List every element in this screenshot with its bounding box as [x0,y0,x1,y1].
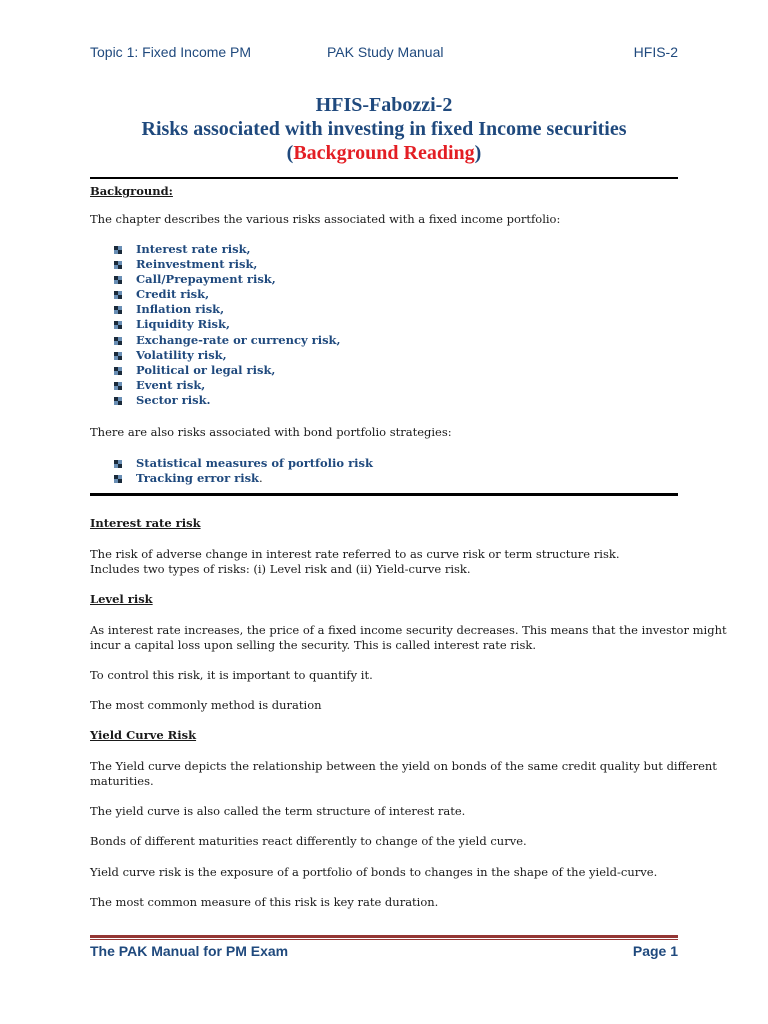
yield-curve-risk-p5: The most common measure of this risk is key rate duration. [90,895,439,909]
square-bullet-icon [114,397,122,405]
yield-curve-risk-p1b: maturities. [90,774,154,788]
square-bullet-icon [114,382,122,390]
title-divider [90,177,678,179]
list-item: Interest rate risk, [112,242,341,257]
background-reading-label: Background Reading [293,142,475,164]
level-risk-p1b: incur a capital loss upon selling the security. This is called interest rate risk. [90,638,536,652]
interest-rate-risk-p2: Includes two types of risks: (i) Level risk and (ii) Yield-curve risk. [90,562,471,576]
level-risk-p1a: As interest rate increases, the price of a fixed income security decreases. This means that the investor might [90,623,727,637]
yield-curve-risk-p1a: The Yield curve depicts the relationship between the yield on bonds of the same credit quality but different [90,759,717,773]
square-bullet-icon [114,291,122,299]
interest-rate-risk-p1: The risk of adverse change in interest rate referred to as curve risk or term structure risk. [90,547,620,561]
list-item: Volatility risk, [112,348,341,363]
list-item: Sector risk. [112,393,341,408]
square-bullet-icon [114,306,122,314]
page-header [90,44,678,64]
header-code: HFIS-2 [633,44,678,60]
square-bullet-icon [114,460,122,468]
page-footer [90,943,678,963]
footer-rule-thick [90,935,678,938]
list-item: Credit risk, [112,287,341,302]
square-bullet-icon [114,337,122,345]
yield-curve-risk-p4: Yield curve risk is the exposure of a portfolio of bonds to changes in the shape of the yield-curve. [90,865,658,879]
level-risk-p2: To control this risk, it is important to quantify it. [90,668,373,682]
square-bullet-icon [114,475,122,483]
header-topic: Topic 1: Fixed Income PM [90,44,252,60]
footer-rule-thin [90,939,678,940]
list-item: Event risk, [112,378,341,393]
title-code: HFIS-Fabozzi-2 [315,94,453,116]
square-bullet-icon [114,321,122,329]
background-heading: Background: [90,184,173,198]
square-bullet-icon [114,352,122,360]
strategies-intro: There are also risks associated with bond portfolio strategies: [90,425,452,439]
background-intro: The chapter describes the various risks associated with a fixed income portfolio: [90,212,561,226]
strategy-list [112,456,373,486]
list-item: Statistical measures of portfolio risk [112,456,373,471]
risk-list [112,242,341,408]
level-risk-heading: Level risk [90,592,153,606]
yield-curve-risk-p3: Bonds of different maturities react differently to change of the yield curve. [90,834,527,848]
list-item: Reinvestment risk, [112,257,341,272]
title-main: Risks associated with investing in fixed Income securities [141,118,627,140]
square-bullet-icon [114,367,122,375]
list-item: Call/Prepayment risk, [112,272,341,287]
list-item: Exchange-rate or currency risk, [112,333,341,348]
square-bullet-icon [114,246,122,254]
paren-open: ( [286,142,294,164]
list-item: Tracking error risk. [112,471,373,486]
yield-curve-risk-heading: Yield Curve Risk [90,728,197,742]
square-bullet-icon [114,276,122,284]
list-item: Liquidity Risk, [112,317,341,332]
list-item: Political or legal risk, [112,363,341,378]
square-bullet-icon [114,261,122,269]
interest-rate-risk-heading: Interest rate risk [90,516,201,530]
header-manual: PAK Study Manual [327,44,444,60]
section-divider [90,493,678,496]
yield-curve-risk-p2: The yield curve is also called the term structure of interest rate. [90,804,466,818]
level-risk-p3: The most commonly method is duration [90,698,322,712]
paren-close: ) [474,142,482,164]
page-number: Page 1 [632,943,678,959]
title-subtitle [0,142,768,165]
list-item: Inflation risk, [112,302,341,317]
footer-manual-title: The PAK Manual for PM Exam [90,943,289,959]
